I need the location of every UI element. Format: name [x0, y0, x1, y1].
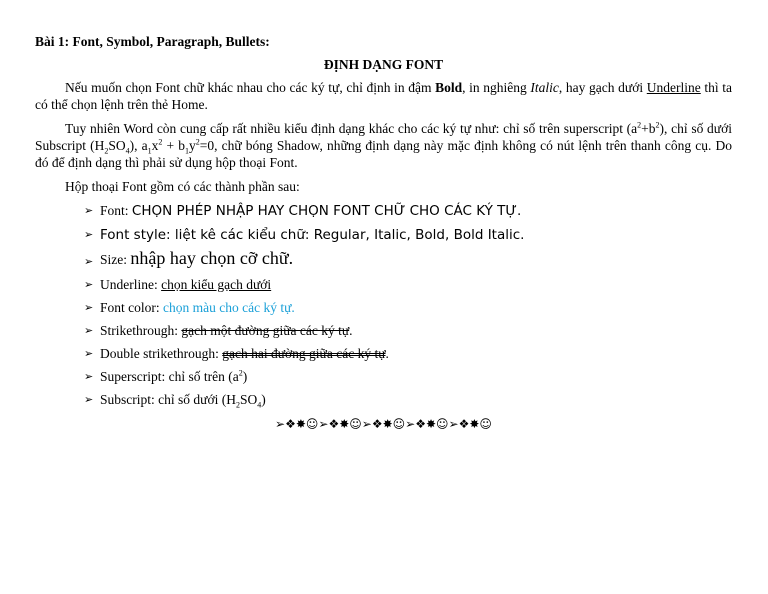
paragraph-2	[35, 120, 732, 171]
p1-bold: Bold	[435, 80, 463, 95]
bullet-sub: 4	[257, 400, 262, 410]
bullet-label: Size:	[100, 252, 131, 267]
paragraph-3: Hộp thoại Font gồm có các thành phần sau:	[65, 179, 300, 194]
p1-text-a: Nếu muốn chọn Font chữ khác nhau cho các ký tự, chỉ định in đậm	[65, 80, 436, 95]
paragraph-1	[35, 79, 732, 113]
p2-text: + b	[162, 138, 185, 153]
list-item	[84, 322, 732, 339]
p2-text: y	[188, 138, 196, 153]
bullet-label: Strikethrough:	[100, 323, 182, 338]
list-item	[84, 345, 732, 362]
p2-sub: 1	[184, 146, 189, 156]
p2-text: ), chỉ số dưới Subscript (H	[35, 121, 732, 153]
bullet-label: Double strikethrough:	[100, 346, 223, 361]
bullet-text: SO	[239, 392, 258, 407]
p2-text: Tuy nhiên Word còn cung cấp rất nhiều kiểu định dạng khác cho các ký tự như: chỉ số trên superscript (a	[65, 121, 638, 136]
p1-text-b: , in nghiêng	[462, 80, 531, 95]
list-item	[84, 250, 732, 268]
arrow-bullet-icon: ➢	[84, 278, 94, 291]
list-item	[84, 299, 732, 316]
p2-sup: 2	[637, 120, 642, 130]
p1-underline: Underline	[646, 80, 701, 95]
bullet-label: Font color:	[100, 300, 163, 315]
list-item	[84, 226, 732, 244]
arrow-bullet-icon: ➢	[84, 324, 94, 337]
p2-sub: 2	[104, 146, 109, 156]
arrow-bullet-icon: ➢	[84, 347, 94, 360]
p2-text: +b	[641, 121, 656, 136]
bullet-value: nhập hay chọn cỡ chữ.	[130, 248, 294, 268]
p2-text: ), a	[129, 138, 148, 153]
section-title: ĐỊNH DẠNG FONT	[323, 57, 444, 72]
bullet-text: Superscript: chỉ số trên (a	[100, 369, 239, 384]
p2-sup: 2	[158, 137, 163, 147]
bullet-value: chọn kiểu gạch dưới	[161, 277, 272, 292]
document-page	[35, 33, 732, 433]
lesson-heading: Bài 1: Font, Symbol, Paragraph, Bullets:	[35, 34, 270, 49]
bullet-label: Underline:	[100, 277, 162, 292]
p1-text-d: thì ta có thể chọn lệnh trên thẻ Home.	[35, 80, 733, 112]
bullet-text: .	[349, 323, 353, 338]
bullet-text: Font style: liệt kê các kiểu chữ: Regular, Italic, Bold, Bold Italic.	[100, 227, 525, 243]
symbol-row: ➢❖✸☺➢❖✸☺➢❖✸☺➢❖✸☺➢❖✸☺	[275, 417, 492, 431]
list-item	[84, 276, 732, 293]
bullet-value: gạch một đường giữa các ký tự	[181, 323, 350, 338]
p2-sub: 1	[147, 146, 152, 156]
list-item	[84, 202, 732, 220]
arrow-bullet-icon: ➢	[84, 204, 94, 217]
p2-sup: 2	[195, 137, 200, 147]
bullet-text: )	[261, 392, 266, 407]
p1-text-c: , hay gạch dưới	[558, 80, 647, 95]
arrow-bullet-icon: ➢	[84, 370, 94, 383]
arrow-bullet-icon: ➢	[84, 228, 94, 241]
bullet-text: Subscript: chỉ số dưới (H	[100, 392, 236, 407]
bullet-value: CHỌN PHÉP NHẬP HAY CHỌN FONT CHỮ CHO CÁC KÝ TỰ.	[131, 203, 522, 219]
arrow-bullet-icon: ➢	[84, 393, 94, 406]
list-item	[84, 368, 732, 385]
arrow-bullet-icon: ➢	[84, 301, 94, 314]
bullet-sup: 2	[238, 368, 243, 378]
bullet-text: )	[242, 369, 248, 384]
arrow-bullet-icon: ➢	[84, 255, 94, 268]
p1-italic: Italic	[530, 80, 559, 95]
p2-text: =0, chữ bóng Shadow, những định dạng này mặc định không có nút lệnh trên thanh công cụ. Do đó để định dạng thì phải sử dụng hộp thoại Font.	[35, 138, 732, 170]
bullet-text: .	[385, 346, 389, 361]
bullet-value: gạch hai đường giữa các ký tự	[222, 346, 386, 361]
bullet-label: Font:	[100, 203, 132, 218]
p2-text: x	[151, 138, 159, 153]
bullet-value: chọn màu cho các ký tự.	[163, 300, 295, 315]
bullet-sub: 2	[235, 400, 240, 410]
bullet-list	[35, 202, 732, 408]
p2-sub: 4	[125, 146, 130, 156]
p2-text: SO	[108, 138, 126, 153]
list-item	[84, 391, 732, 408]
p2-sup: 2	[655, 120, 660, 130]
